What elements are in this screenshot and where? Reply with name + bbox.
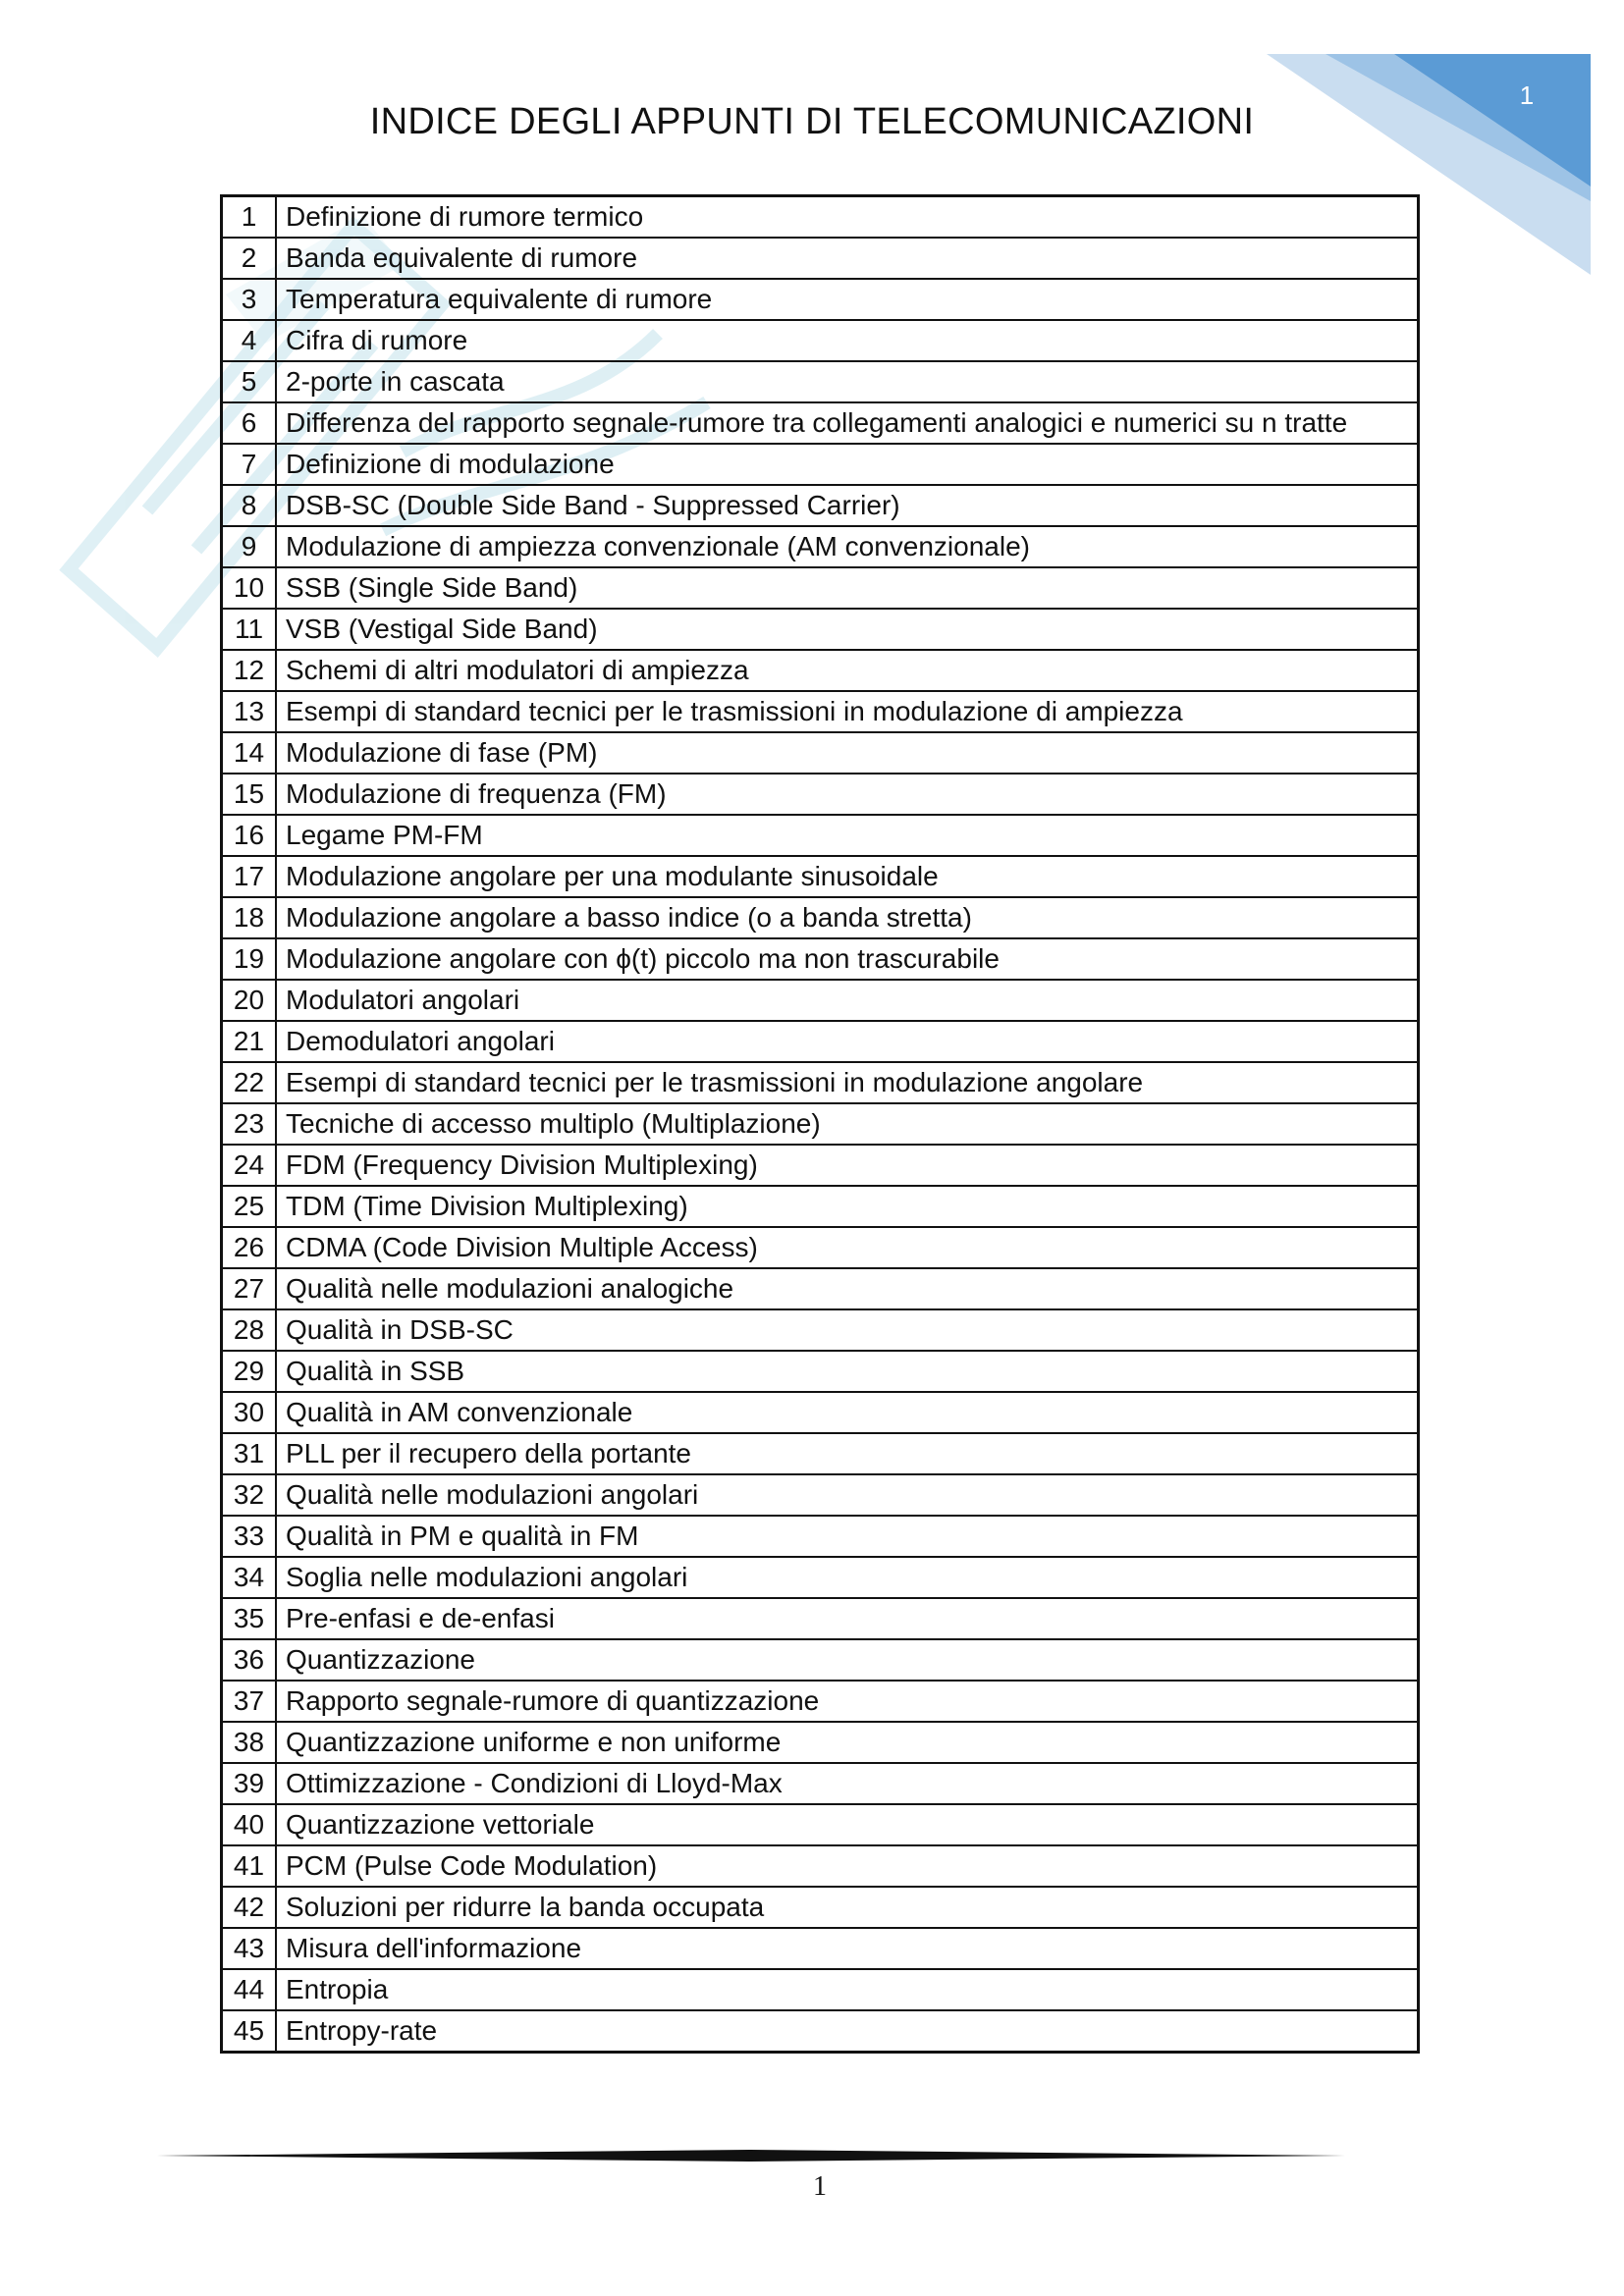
- entry-number: 32: [222, 1474, 277, 1516]
- entry-title: PLL per il recupero della portante: [276, 1433, 1419, 1474]
- entry-number: 22: [222, 1062, 277, 1103]
- table-row: [222, 1145, 1419, 1186]
- table-row: [222, 1804, 1419, 1845]
- entry-number: 3: [222, 279, 277, 320]
- entry-title: Qualità in AM convenzionale: [276, 1392, 1419, 1433]
- footer-divider: [157, 2148, 1345, 2163]
- table-row: [222, 732, 1419, 774]
- table-row: [222, 1474, 1419, 1516]
- entry-title: Qualità nelle modulazioni angolari: [276, 1474, 1419, 1516]
- table-row: [222, 1392, 1419, 1433]
- entry-title: Soglia nelle modulazioni angolari: [276, 1557, 1419, 1598]
- table-row: [222, 567, 1419, 609]
- table-row: [222, 650, 1419, 691]
- entry-number: 16: [222, 815, 277, 856]
- table-row: [222, 691, 1419, 732]
- table-row: [222, 1268, 1419, 1309]
- entry-number: 45: [222, 2010, 277, 2053]
- entry-number: 30: [222, 1392, 277, 1433]
- entry-title: Modulatori angolari: [276, 980, 1419, 1021]
- table-row: [222, 1433, 1419, 1474]
- entry-title: 2-porte in cascata: [276, 361, 1419, 402]
- entry-title: VSB (Vestigal Side Band): [276, 609, 1419, 650]
- footer-divider-shape: [157, 2150, 1345, 2162]
- entry-title: Modulazione di fase (PM): [276, 732, 1419, 774]
- entry-title: Modulazione angolare con ϕ(t) piccolo ma non trascurabile: [276, 938, 1419, 980]
- entry-title: Qualità in DSB-SC: [276, 1309, 1419, 1351]
- entry-title: Qualità in SSB: [276, 1351, 1419, 1392]
- entry-title: Demodulatori angolari: [276, 1021, 1419, 1062]
- table-row: [222, 856, 1419, 897]
- table-row: [222, 938, 1419, 980]
- entry-number: 43: [222, 1928, 277, 1969]
- entry-number: 15: [222, 774, 277, 815]
- entry-number: 17: [222, 856, 277, 897]
- entry-number: 10: [222, 567, 277, 609]
- entry-number: 27: [222, 1268, 277, 1309]
- table-row: [222, 238, 1419, 279]
- entry-title: Definizione di modulazione: [276, 444, 1419, 485]
- entry-number: 18: [222, 897, 277, 938]
- entry-number: 9: [222, 526, 277, 567]
- table-row: [222, 1557, 1419, 1598]
- index-table-body: [222, 196, 1419, 2053]
- entry-number: 44: [222, 1969, 277, 2010]
- entry-title: Modulazione di ampiezza convenzionale (AM convenzionale): [276, 526, 1419, 567]
- entry-title: Modulazione angolare a basso indice (o a banda stretta): [276, 897, 1419, 938]
- entry-number: 5: [222, 361, 277, 402]
- entry-number: 21: [222, 1021, 277, 1062]
- entry-title: Temperatura equivalente di rumore: [276, 279, 1419, 320]
- corner-page-number: 1: [1519, 80, 1535, 110]
- table-row: [222, 1351, 1419, 1392]
- entry-title: CDMA (Code Division Multiple Access): [276, 1227, 1419, 1268]
- entry-number: 6: [222, 402, 277, 444]
- table-row: [222, 1681, 1419, 1722]
- entry-number: 37: [222, 1681, 277, 1722]
- table-row: [222, 1887, 1419, 1928]
- entry-number: 42: [222, 1887, 277, 1928]
- table-row: [222, 609, 1419, 650]
- entry-number: 31: [222, 1433, 277, 1474]
- entry-number: 13: [222, 691, 277, 732]
- entry-title: DSB-SC (Double Side Band - Suppressed Carrier): [276, 485, 1419, 526]
- entry-number: 14: [222, 732, 277, 774]
- table-row: [222, 1722, 1419, 1763]
- table-row: [222, 320, 1419, 361]
- table-row: [222, 526, 1419, 567]
- entry-title: SSB (Single Side Band): [276, 567, 1419, 609]
- entry-number: 29: [222, 1351, 277, 1392]
- table-row: [222, 1969, 1419, 2010]
- entry-title: Soluzioni per ridurre la banda occupata: [276, 1887, 1419, 1928]
- entry-number: 11: [222, 609, 277, 650]
- table-row: [222, 815, 1419, 856]
- table-row: [222, 196, 1419, 239]
- entry-number: 39: [222, 1763, 277, 1804]
- entry-number: 8: [222, 485, 277, 526]
- entry-title: Quantizzazione vettoriale: [276, 1804, 1419, 1845]
- entry-title: Modulazione di frequenza (FM): [276, 774, 1419, 815]
- entry-number: 25: [222, 1186, 277, 1227]
- entry-title: Qualità in PM e qualità in FM: [276, 1516, 1419, 1557]
- entry-title: Tecniche di accesso multiplo (Multiplazione): [276, 1103, 1419, 1145]
- entry-title: Rapporto segnale-rumore di quantizzazione: [276, 1681, 1419, 1722]
- entry-title: Definizione di rumore termico: [276, 196, 1419, 239]
- entry-title: Entropy-rate: [276, 2010, 1419, 2053]
- entry-number: 36: [222, 1639, 277, 1681]
- entry-number: 7: [222, 444, 277, 485]
- table-row: [222, 444, 1419, 485]
- footer-page-number: 1: [813, 2171, 827, 2202]
- entry-title: Pre-enfasi e de-enfasi: [276, 1598, 1419, 1639]
- entry-title: Cifra di rumore: [276, 320, 1419, 361]
- entry-number: 19: [222, 938, 277, 980]
- entry-number: 40: [222, 1804, 277, 1845]
- entry-title: FDM (Frequency Division Multiplexing): [276, 1145, 1419, 1186]
- table-row: [222, 1227, 1419, 1268]
- entry-number: 35: [222, 1598, 277, 1639]
- table-row: [222, 1928, 1419, 1969]
- table-row: [222, 1598, 1419, 1639]
- table-row: [222, 980, 1419, 1021]
- index-table: [220, 194, 1420, 2054]
- entry-number: 28: [222, 1309, 277, 1351]
- entry-title: Misura dell'informazione: [276, 1928, 1419, 1969]
- table-row: [222, 1639, 1419, 1681]
- entry-number: 24: [222, 1145, 277, 1186]
- entry-title: Quantizzazione uniforme e non uniforme: [276, 1722, 1419, 1763]
- table-row: [222, 1845, 1419, 1887]
- table-row: [222, 2010, 1419, 2053]
- table-row: [222, 279, 1419, 320]
- entry-title: Entropia: [276, 1969, 1419, 2010]
- table-row: [222, 361, 1419, 402]
- entry-title: Differenza del rapporto segnale-rumore tra collegamenti analogici e numerici su n tratte: [276, 402, 1419, 444]
- table-row: [222, 1763, 1419, 1804]
- entry-title: Banda equivalente di rumore: [276, 238, 1419, 279]
- entry-title: PCM (Pulse Code Modulation): [276, 1845, 1419, 1887]
- table-row: [222, 1186, 1419, 1227]
- table-row: [222, 402, 1419, 444]
- entry-number: 2: [222, 238, 277, 279]
- table-row: [222, 1021, 1419, 1062]
- entry-number: 1: [222, 196, 277, 239]
- entry-number: 12: [222, 650, 277, 691]
- entry-title: TDM (Time Division Multiplexing): [276, 1186, 1419, 1227]
- entry-title: Qualità nelle modulazioni analogiche: [276, 1268, 1419, 1309]
- entry-title: Esempi di standard tecnici per le trasmissioni in modulazione di ampiezza: [276, 691, 1419, 732]
- entry-title: Ottimizzazione - Condizioni di Lloyd-Max: [276, 1763, 1419, 1804]
- table-row: [222, 1516, 1419, 1557]
- entry-number: 26: [222, 1227, 277, 1268]
- entry-title: Modulazione angolare per una modulante sinusoidale: [276, 856, 1419, 897]
- entry-title: Esempi di standard tecnici per le trasmissioni in modulazione angolare: [276, 1062, 1419, 1103]
- table-row: [222, 1062, 1419, 1103]
- entry-number: 33: [222, 1516, 277, 1557]
- entry-number: 4: [222, 320, 277, 361]
- table-row: [222, 774, 1419, 815]
- entry-number: 34: [222, 1557, 277, 1598]
- entry-number: 38: [222, 1722, 277, 1763]
- document-title: INDICE DEGLI APPUNTI DI TELECOMUNICAZIONI: [369, 101, 1255, 142]
- table-row: [222, 1309, 1419, 1351]
- table-row: [222, 1103, 1419, 1145]
- entry-number: 41: [222, 1845, 277, 1887]
- table-row: [222, 485, 1419, 526]
- entry-title: Quantizzazione: [276, 1639, 1419, 1681]
- entry-title: Schemi di altri modulatori di ampiezza: [276, 650, 1419, 691]
- table-row: [222, 897, 1419, 938]
- entry-number: 23: [222, 1103, 277, 1145]
- entry-title: Legame PM-FM: [276, 815, 1419, 856]
- entry-number: 20: [222, 980, 277, 1021]
